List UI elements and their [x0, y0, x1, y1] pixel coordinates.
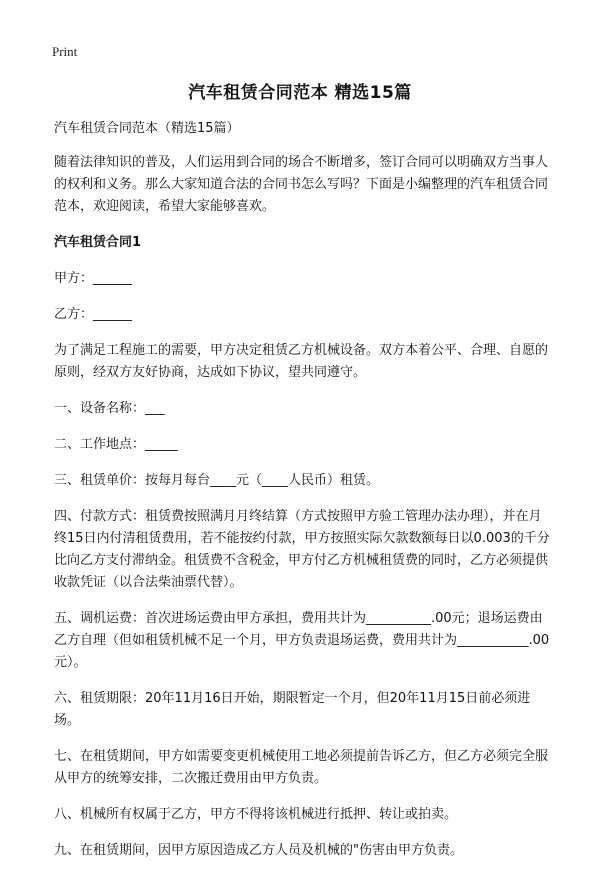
clause-unit-price: 三、租赁单价：按每月每台____元（____人民币）租赁。: [54, 473, 380, 488]
clause-payment-method: 四、付款方式：租赁费按照满月月终结算（方式按照甲方验工管理办法办理），并在月终15日内付清租赁费用，若不能按约付款，甲方按照实际欠款数额每日以0.003的千分比向乙方支付滞纳金。租赁费不含税金，甲方付乙方机械租赁费的同时，乙方必须提供收款凭证（以合法柴油票代替）。: [54, 509, 550, 590]
party-b-field: 乙方：______: [54, 307, 133, 322]
intro-paragraph: 随着法律知识的普及，人们运用到合同的场合不断增多，签订合同可以明确双方当事人的权利和义务。那么大家知道合法的合同书怎么写吗？下面是小编整理的汽车租赁合同范本，欢迎阅读，希望大家能够喜欢。: [54, 155, 549, 214]
clause-site-change: 七、在租赁期间，甲方如需要变更机械使用工地必须提前告诉乙方，但乙方必须完全服从甲方的统筹安排，二次搬迁费用由甲方负责。: [54, 749, 549, 786]
print-link[interactable]: Print: [52, 44, 78, 59]
clause-liability: 九、在租赁期间，因甲方原因造成乙方人员及机械的"伤害由甲方负责。: [54, 843, 463, 858]
clause-work-location: 二、工作地点：_____: [54, 437, 178, 452]
page-title: 汽车租赁合同范本 精选15篇: [188, 83, 412, 103]
clause-equipment-name: 一、设备名称：___: [54, 401, 165, 416]
clause-preamble: 为了满足工程施工的需要，甲方决定租赁乙方机械设备。双方本着公平、合理、自愿的原则，经双方友好协商，达成如下协议，望共同遵守。: [54, 343, 549, 380]
section-heading: 汽车租赁合同1: [54, 235, 142, 250]
document-subtitle: 汽车租赁合同范本（精选15篇）: [54, 121, 240, 136]
party-a-field: 甲方：______: [54, 271, 133, 286]
clause-ownership: 八、机械所有权属于乙方，甲方不得将该机械进行抵押、转让或拍卖。: [54, 807, 458, 822]
document-body: [54, 118, 550, 876]
clause-lease-term: 六、租赁期限：20年11月16日开始，期限暂定一个月，但20年11月15日前必须进场。: [54, 691, 531, 728]
clause-transport-fee: 五、调机运费：首次进场运费由甲方承担，费用共计为__________.00元；退场运费由乙方自理（但如租赁机械不足一个月，甲方负责退场运费，费用共计为___________.00元）。: [54, 611, 550, 670]
